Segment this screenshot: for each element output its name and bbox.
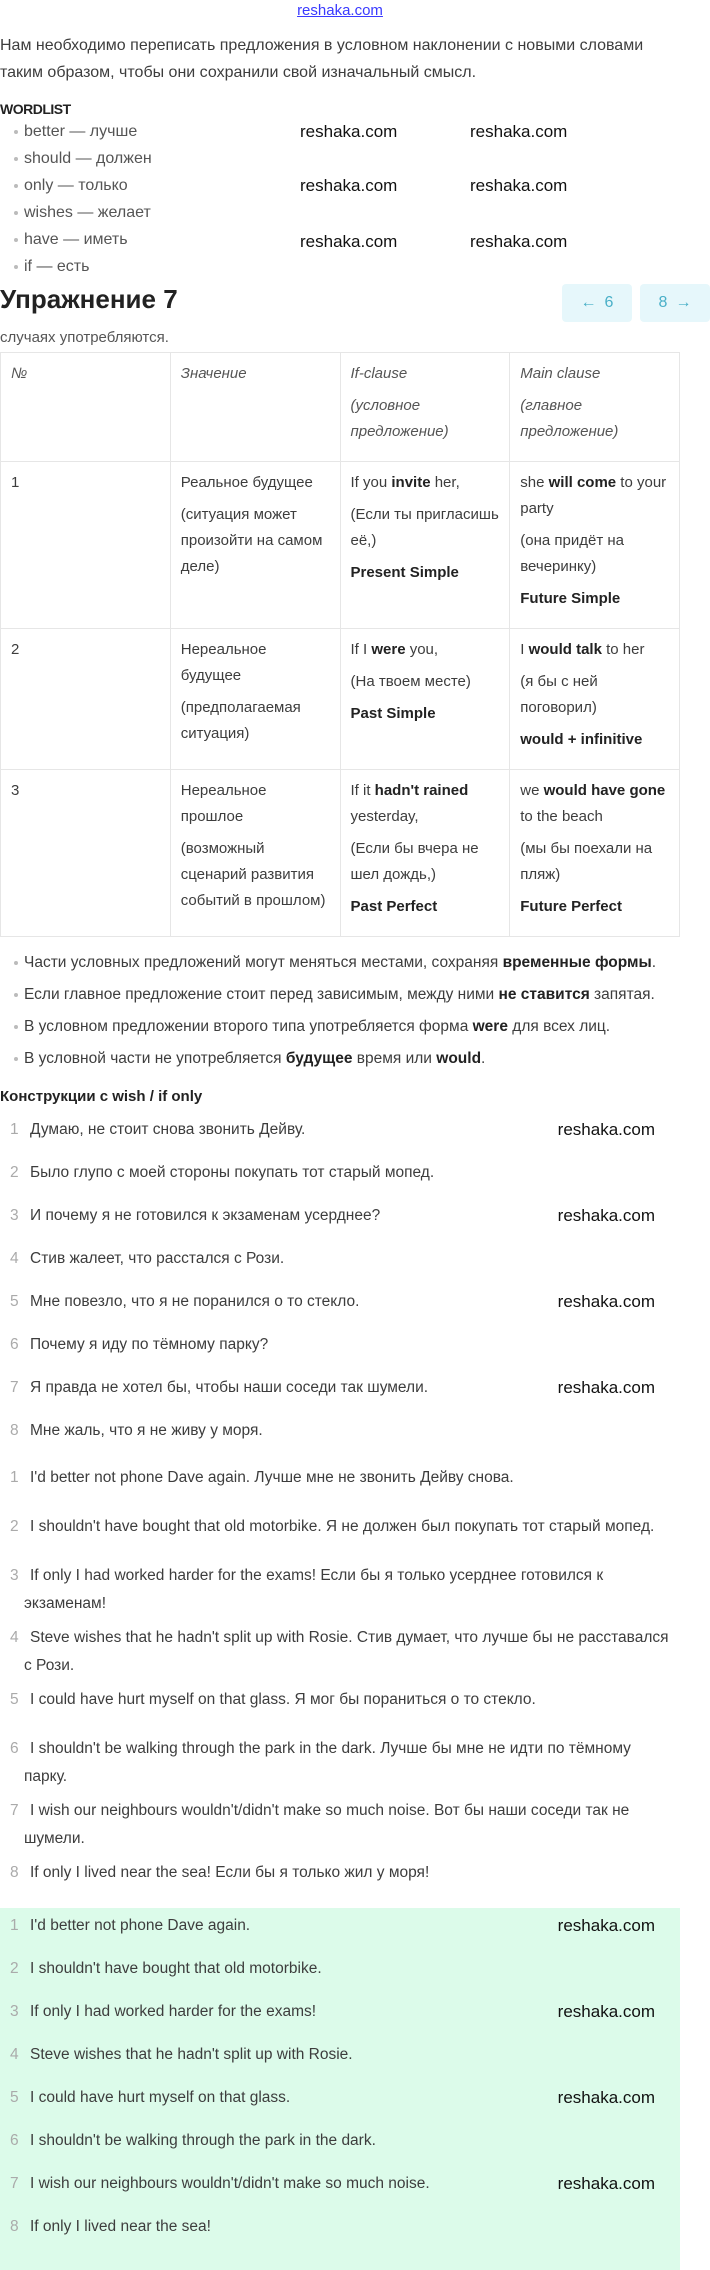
item-number: 2: [10, 1164, 19, 1181]
meaning-note: (предполагаемая ситуация): [180, 699, 301, 742]
if-tense-label: Past Simple: [350, 705, 436, 722]
cell-num: 1: [1, 462, 171, 629]
main-example: [520, 470, 669, 522]
rule-bold: будущее: [285, 1050, 353, 1067]
meaning-note: (ситуация может произойти на самом деле): [180, 506, 323, 575]
header-meaning-label: Значение: [180, 365, 247, 382]
main-content: [0, 352, 680, 2270]
main-example: [520, 637, 669, 663]
next-exercise-button[interactable]: [640, 284, 710, 322]
if-post: her,: [430, 474, 460, 491]
if-example: [351, 778, 500, 830]
if-post: yesterday,: [350, 808, 419, 825]
translation-item: [0, 1686, 675, 1729]
section-title: Конструкции с wish / if only: [0, 1088, 203, 1105]
main-translation: (она придёт на вечеринку): [520, 532, 624, 575]
wordlist-item: if — есть: [0, 253, 152, 280]
next-exercise-label: 8: [658, 294, 668, 311]
item-number: 5: [10, 1691, 19, 1708]
cell-if-clause: [340, 629, 510, 770]
main-pre: she: [520, 474, 549, 491]
answer-item: [0, 2213, 675, 2256]
main-translation: (я бы с ней поговорил): [520, 673, 598, 716]
rule-text: запятая.: [589, 986, 655, 1003]
main-translation: (мы бы поехали на пляж): [520, 840, 653, 883]
if-bold: invite: [391, 474, 431, 491]
wordlist-item: have — иметь: [0, 226, 152, 253]
clipped-text: случаях употребляются.: [0, 329, 169, 346]
rule-text: время или: [352, 1050, 437, 1067]
if-example: [351, 470, 500, 496]
item-text: Думаю, не стоит снова звонить Дейву.: [30, 1121, 306, 1138]
item-number: 1: [10, 1121, 19, 1138]
if-example: [351, 637, 500, 663]
wordlist: [0, 118, 152, 280]
arrow-left-icon: ←: [580, 294, 597, 311]
item-number: 7: [10, 2175, 19, 2192]
item-number: 6: [10, 1740, 19, 1757]
item-text: I shouldn't be walking through the park in the dark. Лучше бы мне не идти по тёмному парку.: [24, 1740, 631, 1785]
rule-text: для всех лиц.: [507, 1018, 611, 1035]
item-text: Steve wishes that he hadn't split up with Rosie.: [30, 2046, 353, 2063]
meaning-note: (возможный сценарий развития событий в прошлом): [180, 840, 326, 909]
rule-text: .: [651, 954, 657, 971]
item-number: 3: [10, 2003, 19, 2020]
item-text: Мне жаль, что я не живу у моря.: [30, 1422, 263, 1439]
answer-item: [0, 2127, 675, 2170]
watermark-text: reshaka.com: [557, 1378, 655, 1397]
cell-if-clause: [340, 770, 510, 937]
item-text: If only I had worked harder for the exams!: [30, 2003, 317, 2020]
wordlist-item: wishes — желает: [0, 199, 152, 226]
answers-panel: [0, 1908, 680, 2270]
prev-exercise-label: 6: [604, 294, 614, 311]
item-text: I shouldn't have bought that old motorbike. Я не должен был покупать тот старый мопед.: [30, 1518, 655, 1535]
cell-num: 2: [1, 629, 171, 770]
main-tense: [520, 586, 669, 612]
header-if-clause: [340, 353, 510, 462]
answer-item: [0, 2084, 675, 2127]
main-tense-label: would + infinitive: [520, 731, 643, 748]
if-translation: (На твоем месте): [350, 673, 471, 690]
watermark-text: reshaka.com: [300, 176, 398, 195]
main-bold: will come: [548, 474, 617, 491]
answer-item: [0, 1998, 675, 2041]
meaning-text: Нереальное прошлое: [180, 782, 267, 825]
if-tense: [351, 701, 500, 727]
rule-bold: would: [436, 1050, 482, 1067]
if-post: you,: [405, 641, 439, 658]
if-pre: If I: [350, 641, 372, 658]
rule-bold: were: [472, 1018, 508, 1035]
main-bold: would have gone: [543, 782, 666, 799]
item-number: 5: [10, 1293, 19, 1310]
translation-item: [0, 1624, 675, 1680]
answer-item: [0, 1955, 675, 1998]
rule-item: [0, 1045, 670, 1072]
if-bold: hadn't rained: [374, 782, 469, 799]
item-text: If only I lived near the sea!: [30, 2218, 211, 2235]
cell-meaning: [170, 462, 340, 629]
watermark-text: reshaka.com: [557, 1120, 655, 1139]
translation-item: [0, 1513, 675, 1556]
rule-text: В условной части не употребляется: [24, 1050, 286, 1067]
item-text: Почему я иду по тёмному парку?: [30, 1336, 269, 1353]
rule-text: В условном предложении второго типа употребляется форма: [24, 1018, 473, 1035]
rule-item: [0, 1013, 670, 1040]
if-pre: If you: [350, 474, 392, 491]
cell-num: 3: [1, 770, 171, 937]
meaning-text: Реальное будущее: [180, 474, 313, 491]
sentence-item: [0, 1116, 675, 1159]
header-main-label: Main clause: [520, 365, 601, 382]
item-number: 4: [10, 2046, 19, 2063]
translations-list: [0, 1464, 675, 1902]
cell-main-clause: [510, 462, 680, 629]
translation-item: [0, 1859, 675, 1902]
main-tense: [520, 727, 669, 753]
header-if-sub: (условное предложение): [350, 397, 449, 440]
exercise-title: Упражнение 7: [0, 284, 178, 314]
watermark-text: reshaka.com: [300, 122, 398, 141]
item-number: 2: [10, 1960, 19, 1977]
item-number: 8: [10, 2218, 19, 2235]
item-text: If only I had worked harder for the exams! Если бы я только усерднее готовился к экзаменам!: [24, 1567, 604, 1612]
item-number: 8: [10, 1422, 19, 1439]
site-link[interactable]: reshaka.com: [297, 2, 383, 19]
item-number: 1: [10, 1917, 19, 1934]
if-tense-label: Present Simple: [350, 564, 459, 581]
watermark-text: reshaka.com: [557, 2002, 655, 2021]
sentence-item: [0, 1245, 675, 1288]
translation-item: [0, 1562, 675, 1618]
watermark-text: reshaka.com: [557, 1206, 655, 1225]
table-row: [1, 770, 680, 937]
main-tense: [520, 894, 669, 920]
cell-main-clause: [510, 770, 680, 937]
watermark-text: reshaka.com: [557, 1916, 655, 1935]
translation-item: [0, 1797, 675, 1853]
item-number: 6: [10, 1336, 19, 1353]
item-text: Steve wishes that he hadn't split up with Rosie. Стив думает, что лучше бы не расставался с Рози.: [24, 1629, 669, 1674]
sentence-item: [0, 1417, 675, 1460]
answer-item: [0, 2041, 675, 2084]
item-number: 4: [10, 1629, 19, 1646]
rule-text: Части условных предложений могут меняться местами, сохраняя: [24, 954, 503, 971]
if-tense-label: Past Perfect: [350, 898, 438, 915]
watermark-text: reshaka.com: [557, 2088, 655, 2107]
watermark-text: reshaka.com: [470, 232, 568, 251]
item-number: 1: [10, 1469, 19, 1486]
wordlist-item: only — только: [0, 172, 152, 199]
sentence-item: [0, 1331, 675, 1374]
main-pre: I: [520, 641, 529, 658]
translation-item: [0, 1735, 675, 1791]
header-if-label: If-clause: [350, 365, 408, 382]
answers-list: [0, 1912, 675, 2256]
item-text: Мне повезло, что я не поранился о то стекло.: [30, 1293, 360, 1310]
wordlist-title: WORDLIST: [0, 101, 71, 117]
item-number: 3: [10, 1207, 19, 1224]
cell-main-clause: [510, 629, 680, 770]
prev-exercise-button[interactable]: [562, 284, 632, 322]
item-number: 8: [10, 1864, 19, 1881]
russian-sentences-list: [0, 1116, 675, 1460]
if-translation: (Если бы вчера не шел дождь,): [350, 840, 479, 883]
if-tense: [351, 894, 500, 920]
answer-item: [0, 2170, 675, 2213]
main-bold: would talk: [528, 641, 602, 658]
item-text: И почему я не готовился к экзаменам усерднее?: [30, 1207, 381, 1224]
watermark-text: reshaka.com: [470, 176, 568, 195]
item-number: 2: [10, 1518, 19, 1535]
meaning-text: Нереальное будущее: [180, 641, 267, 684]
item-text: Было глупо с моей стороны покупать тот старый мопед.: [30, 1164, 435, 1181]
wordlist-item: better — лучше: [0, 118, 152, 145]
item-text: I could have hurt myself on that glass.: [30, 2089, 291, 2106]
item-number: 6: [10, 2132, 19, 2149]
cell-meaning: [170, 770, 340, 937]
rule-text: .: [481, 1050, 486, 1067]
main-pre: we: [520, 782, 544, 799]
item-number: 5: [10, 2089, 19, 2106]
sentence-item: [0, 1159, 675, 1202]
watermark-text: reshaka.com: [557, 1292, 655, 1311]
header-main-sub: (главное предложение): [520, 397, 619, 440]
item-number: 4: [10, 1250, 19, 1267]
rule-bold: не ставится: [498, 986, 590, 1003]
wordlist-item: should — должен: [0, 145, 152, 172]
translation-item: [0, 1464, 675, 1507]
item-number: 3: [10, 1567, 19, 1584]
item-text: Я правда не хотел бы, чтобы наши соседи так шумели.: [30, 1379, 429, 1396]
item-text: I wish our neighbours wouldn't/didn't make so much noise.: [30, 2175, 430, 2192]
header-main-clause: [510, 353, 680, 462]
watermark-text: reshaka.com: [557, 2174, 655, 2193]
main-post: to the beach: [520, 808, 603, 825]
answer-item: [0, 1912, 675, 1955]
item-text: I shouldn't be walking through the park in the dark.: [30, 2132, 376, 2149]
conditionals-table: [0, 352, 680, 937]
watermark-text: reshaka.com: [300, 232, 398, 251]
table-row: [1, 629, 680, 770]
item-number: 7: [10, 1379, 19, 1396]
if-translation: (Если ты пригласишь её,): [350, 506, 499, 549]
if-tense: [351, 560, 500, 586]
sentence-item: [0, 1374, 675, 1417]
watermark-text: reshaka.com: [470, 122, 568, 141]
main-tense-label: Future Simple: [520, 590, 621, 607]
item-text: I could have hurt myself on that glass. Я мог бы пораниться о то стекло.: [30, 1691, 536, 1708]
main-example: [520, 778, 669, 830]
item-text: If only I lived near the sea! Если бы я только жил у моря!: [30, 1864, 430, 1881]
rule-item: [0, 949, 670, 976]
table-header-row: [1, 353, 680, 462]
task-description: Нам необходимо переписать предложения в условном наклонении с новыми словами таким образом, чтобы они сохранили свой изначальный смысл.: [0, 37, 644, 81]
rule-bold: временные формы: [502, 954, 652, 971]
item-text: I'd better not phone Dave again.: [30, 1917, 251, 1934]
header-meaning: [170, 353, 340, 462]
item-number: 7: [10, 1802, 19, 1819]
cell-meaning: [170, 629, 340, 770]
rules-list: [0, 949, 670, 1072]
if-pre: If it: [350, 782, 375, 799]
table-row: [1, 462, 680, 629]
if-bold: were: [371, 641, 406, 658]
cell-if-clause: [340, 462, 510, 629]
rule-text: Если главное предложение стоит перед зависимым, между ними: [24, 986, 499, 1003]
arrow-right-icon: →: [675, 294, 692, 311]
item-text: I'd better not phone Dave again. Лучше мне не звонить Дейву снова.: [30, 1469, 514, 1486]
sentence-item: [0, 1202, 675, 1245]
item-text: I wish our neighbours wouldn't/didn't make so much noise. Вот бы наши соседи так не шумели.: [24, 1802, 630, 1847]
rule-item: [0, 981, 670, 1008]
item-text: Стив жалеет, что расстался с Рози.: [30, 1250, 285, 1267]
header-num: №: [1, 353, 171, 462]
item-text: I shouldn't have bought that old motorbike.: [30, 1960, 322, 1977]
main-post: to your party: [520, 474, 667, 517]
sentence-item: [0, 1288, 675, 1331]
main-post: to her: [601, 641, 645, 658]
main-tense-label: Future Perfect: [520, 898, 622, 915]
